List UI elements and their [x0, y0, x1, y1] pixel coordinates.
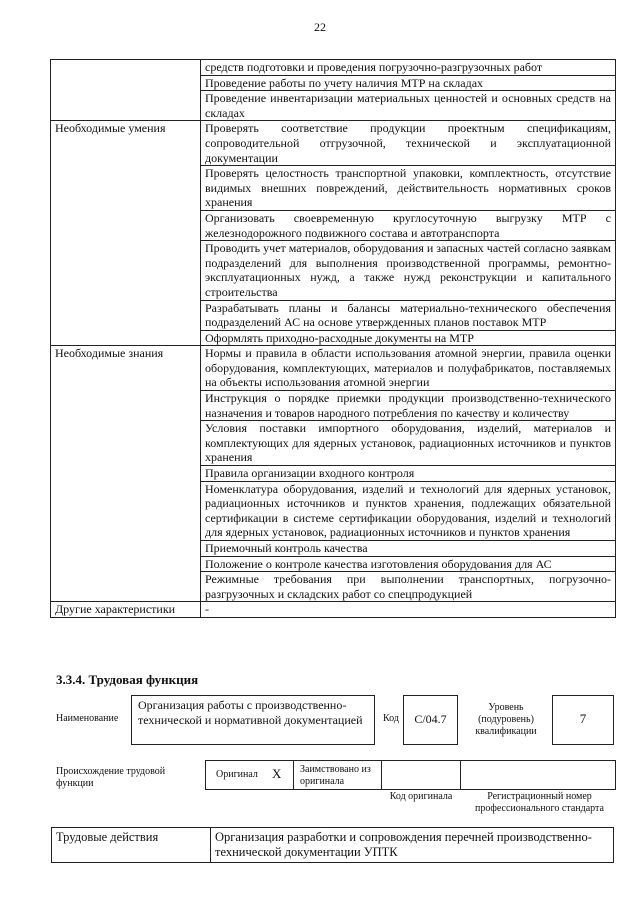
row-label: Необходимые знания [51, 346, 201, 602]
row-item: Режимные требования при выполнении транспортных, погрузочно-разгрузочных и складских работ со спецпродукцией [201, 572, 616, 602]
section-title: 3.3.4. Трудовая функция [56, 672, 199, 687]
code-caption: Код оригинала [389, 791, 453, 802]
row-item: Проверять соответствие продукции проектным спецификациям, сопроводительной отгрузочной, технической и эксплуатационной документации [201, 121, 616, 166]
level-value: 7 [579, 711, 587, 726]
row-item: Проверять целостность транспортной упаковки, комплектность, отсутствие видимых внешних повреждений, действительность нормативных сроков хранения [201, 166, 616, 211]
row-item: Правила организации входного контроля [201, 466, 616, 482]
borrowed-label: Заимствовано из оригинала [300, 764, 371, 787]
competencies-table [50, 59, 616, 618]
original-box [205, 760, 294, 790]
row-item: Приемочный контроль качества [201, 541, 616, 557]
row-item: Оформлять приходно-расходные документы на МТР [201, 330, 616, 346]
name-label: Наименование [56, 713, 119, 724]
original-mark: Х [272, 766, 282, 781]
row-item: Организовать своевременную круглосуточную выгрузку МТР с железнодорожного подвижного состава и автотранспорта [201, 210, 616, 240]
row-item: Условия поставки импортного оборудования, изделий, материалов и комплектующих для ядерных установок, радиационных источников и пунктов хранения [201, 421, 616, 466]
borrowed-box [293, 760, 382, 790]
row-item: Разрабатывать планы и балансы материально-технического обеспечения подразделений АС на основе утвержденных планов поставок МТР [201, 300, 616, 330]
row-item: Инструкция о порядке приемки продукции производственно-технического назначения и товаров народного потребления по качеству и количеству [201, 391, 616, 421]
row-item: Номенклатура оборудования, изделий и технологий для ядерных установок, радиационных источников и пунктов хранения, подлежащих обязательной сертификации в системе сертификации оборудования, изделий и технологий для ядерных установок, радиационных источников и пунктов хранения [201, 481, 616, 540]
code-label: Код [383, 713, 399, 724]
table-row [51, 60, 616, 76]
reg-caption: Регистрационный номер профессионального стандарта [475, 791, 604, 814]
origin-label: Происхождение трудовой функции [56, 766, 166, 789]
row-item: Положение о контроле качества изготовления оборудования для АС [201, 556, 616, 572]
level-label: Уровень (подуровень) квалификации [475, 702, 537, 737]
page-number: 22 [314, 20, 326, 34]
row-item: - [201, 602, 616, 618]
level-box [552, 695, 614, 745]
function-code: С/04.7 [414, 712, 447, 726]
table-row [51, 346, 616, 391]
row-label [51, 60, 201, 121]
row-item: средств подготовки и проведения погрузочно-разгрузочных работ [201, 60, 616, 76]
original-code-box [381, 760, 461, 790]
row-item: Проводить учет материалов, оборудования и запасных частей согласно заявкам подразделений для выполнения производственной программы, ремонтно-эксплуатационных нужд, а также нужд реконструкции и капитального строительства [201, 241, 616, 300]
row-item: Нормы и правила в области использования атомной энергии, правила оценки оборудования, комплектующих, материалов и полуфабрикатов, поставляемых на объекты использования атомной энергии [201, 346, 616, 391]
code-box [403, 695, 458, 745]
actions-label: Трудовые действия [52, 828, 211, 863]
row-label: Другие характеристики [51, 602, 201, 618]
table-row [51, 602, 616, 618]
reg-number-box [460, 760, 616, 790]
function-name-box [131, 695, 375, 745]
row-item: Проведение инвентаризации материальных ценностей и основных средств на складах [201, 91, 616, 121]
actions-value: Организация разработки и сопровождения перечней производственно-технической документации УПТК [211, 828, 614, 863]
row-item: Проведение работы по учету наличия МТР на складах [201, 75, 616, 91]
row-label: Необходимые умения [51, 121, 201, 346]
original-label: Оригинал [216, 769, 258, 780]
labor-actions-table [51, 827, 614, 863]
function-name: Организация работы с производственно-технической и нормативной документацией [138, 698, 363, 727]
table-row [51, 121, 616, 166]
